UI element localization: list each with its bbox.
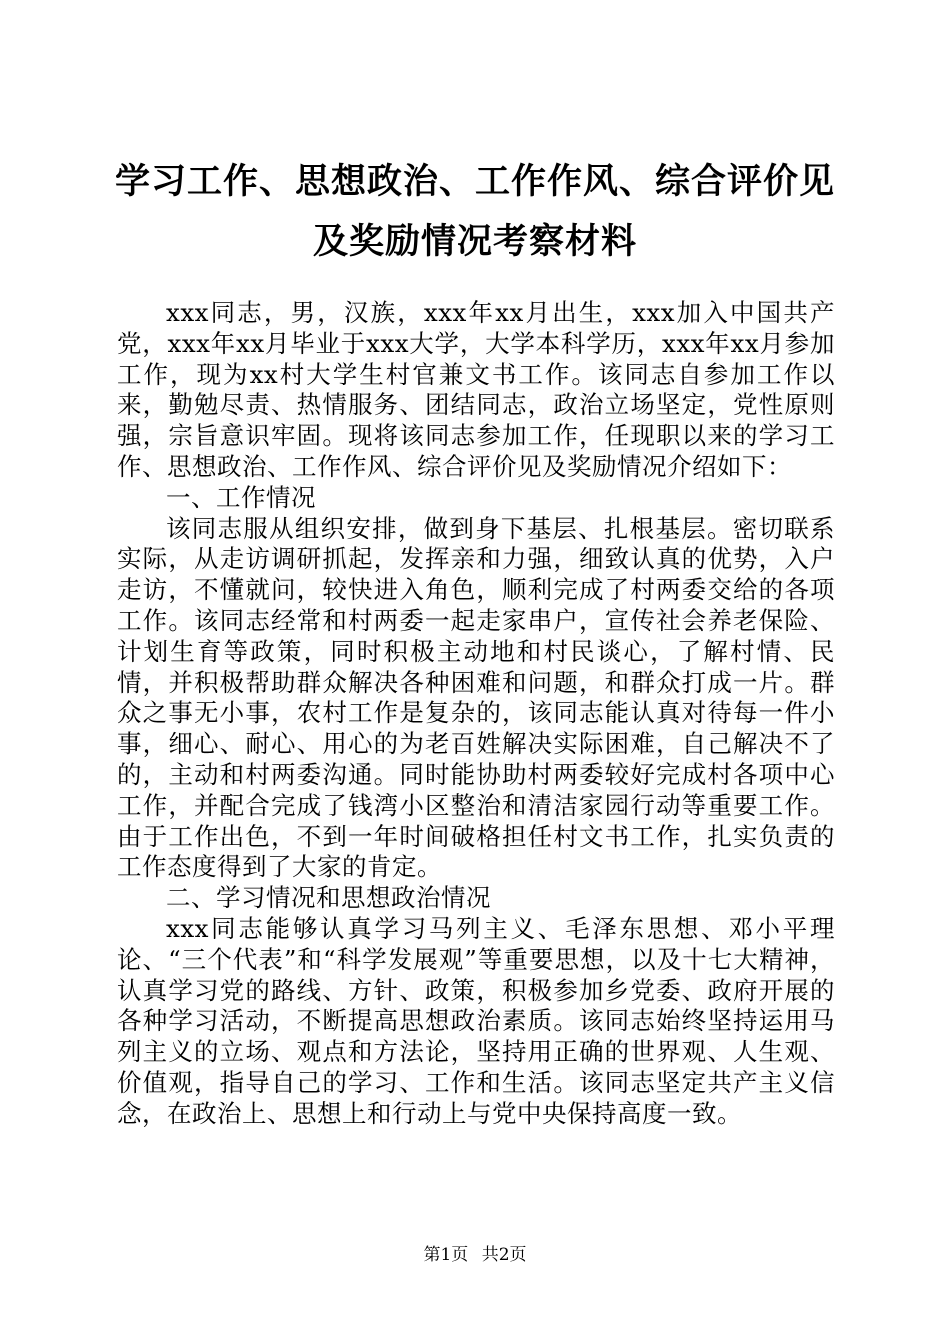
page-footer [0, 1244, 950, 1266]
section-heading-work: 一、工作情况 [166, 482, 316, 512]
intro-paragraph: xxx同志，男，汉族，xxx年xx月出生，xxx加入中国共产党，xxx年xx月毕业于xxx大学，大学本科学历，xxx年xx月参加工作，现为xx村大学生村官兼文书工作。该同志自参加工作以来，勤勉尽责、热情服务、团结同志，政治立场坚定，党性原则强，宗旨意识牢固。现将该同志参加工作，任现职以来的学习工作、思想政治、工作作风、综合评价见及奖励情况介绍如下： [117, 298, 835, 481]
work-paragraph: 该同志服从组织安排，做到身下基层、扎根基层。密切联系实际，从走访调研抓起，发挥亲和力强，细致认真的优势，入户走访，不懂就问，较快进入角色，顺利完成了村两委交给的各项工作。该同志经常和村两委一起走家串户，宣传社会养老保险、计划生育等政策，同时积极主动地和村民谈心，了解村情、民情，并积极帮助群众解决各种困难和问题，和群众打成一片。群众之事无小事，农村工作是复杂的，该同志能认真对待每一件小事，细心、耐心、用心的为老百姓解决实际困难，自己解决不了的，主动和村两委沟通。同时能协助村两委较好完成村各项中心工作，并配合完成了钱湾小区整治和清洁家园行动等重要工作。由于工作出色，不到一年时间破格担任村文书工作，扎实负责的工作态度得到了大家的肯定。 [117, 513, 835, 882]
page-number-total: 共2页 [481, 1245, 527, 1265]
page-number-current: 第1页 [423, 1245, 469, 1265]
document-body [117, 298, 835, 1130]
section-heading-study: 二、学习情况和思想政治情况 [166, 883, 491, 913]
document-title-line-2: 及奖励情况考察材料 [312, 222, 637, 262]
study-paragraph: xxx同志能够认真学习马列主义、毛泽东思想、邓小平理论、“三个代表”和“科学发展观”等重要思想，以及十七大精神，认真学习党的路线、方针、政策，积极参加乡党委、政府开展的各种学习活动，不断提高思想政治素质。该同志始终坚持运用马列主义的立场、观点和方法论，坚持用正确的世界观、人生观、价值观，指导自己的学习、工作和生活。该同志坚定共产主义信念，在政治上、思想上和行动上与党中央保持高度一致。 [117, 913, 835, 1128]
document-title-line-1: 学习工作、思想政治、工作作风、综合评价见 [114, 162, 835, 202]
